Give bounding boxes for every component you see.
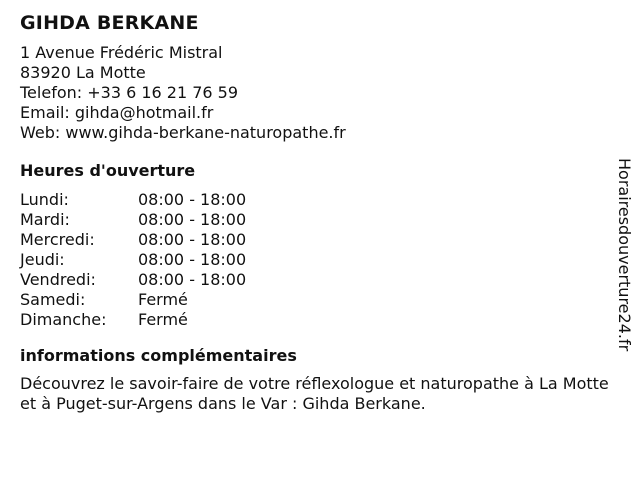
brand-site-text: Horairesdouverture24.fr <box>615 158 634 352</box>
time-value: 08:00 - 18:00 <box>138 250 247 269</box>
hours-row-monday <box>20 190 610 210</box>
time-value: 08:00 - 18:00 <box>138 230 247 249</box>
additional-info-title: informations complémentaires <box>20 346 297 365</box>
hours-row-friday <box>20 270 610 290</box>
phone-number[interactable]: Telefon: +33 6 16 21 76 59 <box>20 83 239 102</box>
side-brand-label <box>610 135 638 375</box>
business-card <box>20 10 610 414</box>
day-label: Mercredi: <box>20 230 95 249</box>
opening-hours-table <box>20 190 610 330</box>
street-address: 1 Avenue Frédéric Mistral <box>20 43 223 62</box>
day-label: Vendredi: <box>20 270 96 289</box>
time-value: 08:00 - 18:00 <box>138 190 247 209</box>
day-label: Jeudi: <box>20 250 65 269</box>
business-name: GIHDA BERKANE <box>20 12 199 34</box>
day-label: Samedi: <box>20 290 86 309</box>
day-label: Lundi: <box>20 190 69 209</box>
day-label: Mardi: <box>20 210 70 229</box>
city-address: 83920 La Motte <box>20 63 146 82</box>
time-value: 08:00 - 18:00 <box>138 270 247 289</box>
time-value: Fermé <box>138 310 188 329</box>
hours-row-sunday <box>20 310 610 330</box>
hours-row-wednesday <box>20 230 610 250</box>
day-label: Dimanche: <box>20 310 107 329</box>
contact-block <box>20 43 610 143</box>
additional-info-text: Découvrez le savoir-faire de votre réflexologue et naturopathe à La Motte et à Puget-sur-Argens dans le Var : Gihda Berkane. <box>20 374 609 413</box>
hours-row-saturday <box>20 290 610 310</box>
hours-row-tuesday <box>20 210 610 230</box>
hours-row-thursday <box>20 250 610 270</box>
time-value: 08:00 - 18:00 <box>138 210 247 229</box>
website-link[interactable]: Web: www.gihda-berkane-naturopathe.fr <box>20 123 346 142</box>
email-address[interactable]: Email: gihda@hotmail.fr <box>20 103 214 122</box>
opening-hours-title: Heures d'ouverture <box>20 161 196 180</box>
time-value: Fermé <box>138 290 188 309</box>
